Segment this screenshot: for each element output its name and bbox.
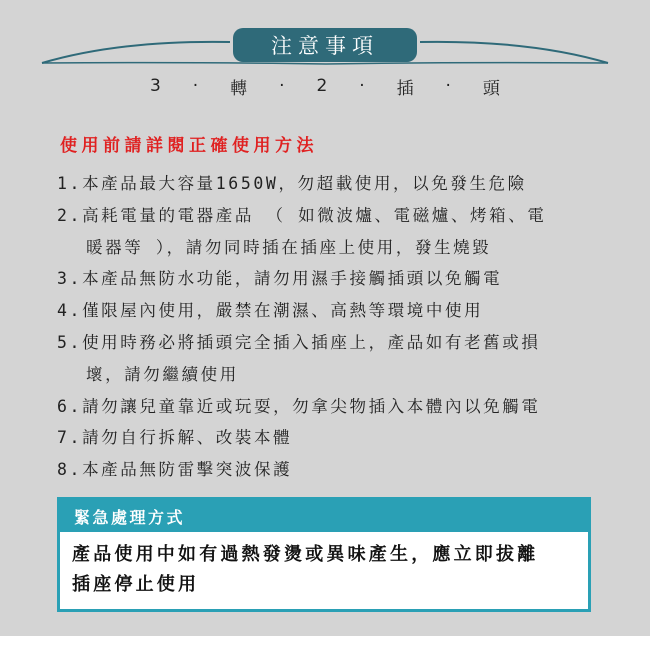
subtitle-char: 3: [150, 76, 161, 96]
emergency-line: 產品使用中如有過熱發燙或異味產生，應立即拔離: [72, 544, 539, 565]
list-item: [57, 168, 637, 200]
product-subtitle: [150, 72, 500, 100]
list-item: [57, 200, 637, 232]
list-item: [57, 327, 637, 359]
warning-heading: 使用前請詳閱正確使用方法: [60, 136, 318, 156]
list-item-continuation: [57, 359, 637, 391]
item-number: 5.: [57, 332, 83, 352]
subtitle-dot: ·: [359, 76, 365, 96]
list-item-continuation: [57, 232, 637, 264]
item-text: 本產品無防水功能，請勿用濕手接觸插頭以免觸電: [82, 269, 503, 289]
item-text: 使用時務必將插頭完全插入插座上，產品如有老舊或損: [82, 332, 541, 352]
item-text: 僅限屋內使用，嚴禁在潮濕、高熱等環境中使用: [82, 301, 484, 321]
list-item: [57, 422, 637, 454]
emergency-title: 緊急處理方式: [60, 500, 588, 532]
item-text: 高耗電量的電器產品 （ 如微波爐、電磁爐、烤箱、電: [82, 205, 547, 225]
subtitle-char: 2: [316, 76, 328, 96]
emergency-line: 插座停止使用: [72, 574, 200, 595]
item-number: 2.: [57, 205, 83, 225]
item-number: 7.: [57, 428, 83, 448]
list-item: [57, 454, 637, 486]
item-text: 暖器等 ），請勿同時插在插座上使用，發生燒毀: [86, 237, 492, 257]
subtitle-dot: ·: [445, 76, 451, 96]
subtitle-char: 頭: [482, 78, 500, 99]
item-number: 8.: [57, 460, 83, 480]
item-text: 請勿讓兒童靠近或玩耍，勿拿尖物插入本體內以免觸電: [82, 396, 541, 416]
emergency-box: [57, 497, 591, 612]
subtitle-dot: ·: [279, 76, 285, 96]
item-number: 4.: [57, 301, 83, 321]
list-item: [57, 391, 637, 423]
precautions-list: [57, 168, 637, 486]
subtitle-dot: ·: [192, 76, 199, 96]
subtitle-char: 轉: [230, 78, 248, 99]
emergency-instructions: [60, 532, 588, 600]
item-number: 1.: [57, 174, 83, 193]
item-text: 本產品無防雷擊突波保護: [82, 460, 293, 480]
item-text: 請勿自行拆解、改裝本體: [82, 428, 293, 448]
item-number: 6.: [57, 396, 83, 416]
notice-title: 注意事項: [233, 28, 417, 62]
item-text: 壞，請勿繼續使用: [86, 364, 239, 384]
list-item: [57, 263, 637, 295]
subtitle-char: 插: [396, 78, 414, 99]
item-number: 3.: [57, 269, 83, 289]
item-text: 本產品最大容量1650W，勿超載使用，以免發生危險: [82, 174, 527, 193]
list-item: [57, 295, 637, 327]
